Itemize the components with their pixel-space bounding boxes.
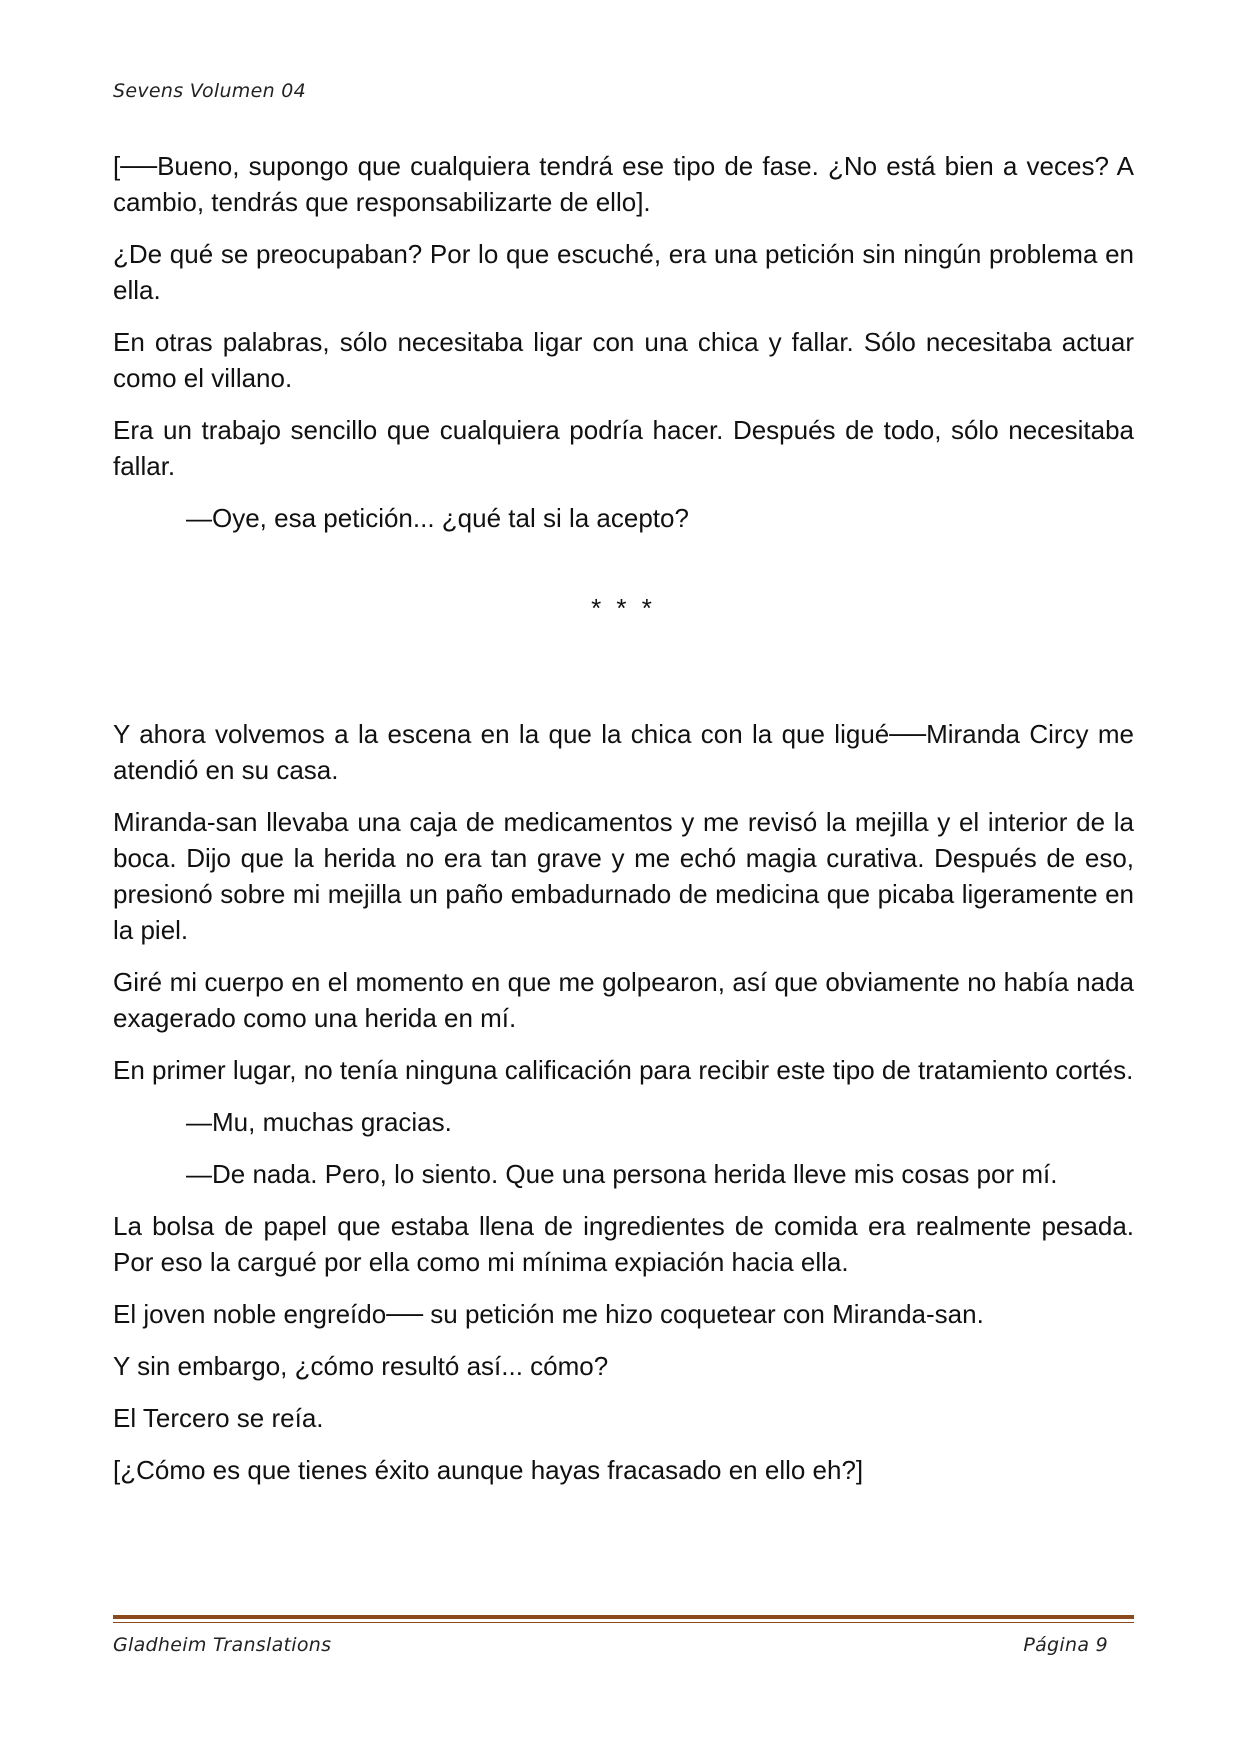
paragraph: El joven noble engreído── su petición me hizo coquetear con Miranda-san. xyxy=(113,1299,984,1329)
paragraph: Y sin embargo, ¿cómo resultó así... cómo? xyxy=(113,1351,609,1381)
footer-divider-thick xyxy=(113,1615,1134,1619)
dialogue-line: —Oye, esa petición... ¿qué tal si la acepto? xyxy=(186,503,689,533)
dialogue-line: —Mu, muchas gracias. xyxy=(186,1107,452,1137)
scene-separator: * * * xyxy=(591,593,656,623)
dialogue-line: —De nada. Pero, lo siento. Que una persona herida lleve mis cosas por mí. xyxy=(186,1159,1058,1189)
paragraph: Era un trabajo sencillo que cualquiera podría hacer. Después de todo, sólo necesitaba fallar. xyxy=(113,415,1134,481)
paragraph: Giré mi cuerpo en el momento en que me golpearon, así que obviamente no había nada exagerado como una herida en mí. xyxy=(113,967,1134,1033)
paragraph: [¿Cómo es que tienes éxito aunque hayas fracasado en ello eh?] xyxy=(113,1455,864,1485)
paragraph: [──Bueno, supongo que cualquiera tendrá ese tipo de fase. ¿No está bien a veces? A cambio, tendrás que responsabilizarte de ello]. xyxy=(113,151,1134,217)
footer-divider-thin xyxy=(113,1622,1134,1623)
page-header-title: Sevens Volumen 04 xyxy=(113,80,307,102)
footer-translator-credit: Gladheim Translations xyxy=(113,1634,332,1656)
paragraph: Y ahora volvemos a la escena en la que la chica con la que ligué──Miranda Circy me atendió en su casa. xyxy=(113,719,1134,785)
paragraph: En otras palabras, sólo necesitaba ligar con una chica y fallar. Sólo necesitaba actuar como el villano. xyxy=(113,327,1134,393)
paragraph: El Tercero se reía. xyxy=(113,1403,324,1433)
paragraph: ¿De qué se preocupaban? Por lo que escuché, era una petición sin ningún problema en ella. xyxy=(113,239,1134,305)
document-body xyxy=(113,148,1134,1504)
footer-page-number: Página 9 xyxy=(1023,1634,1108,1656)
paragraph: Miranda-san llevaba una caja de medicamentos y me revisó la mejilla y el interior de la boca. Dijo que la herida no era tan grave y me echó magia curativa. Después de eso, presionó sobre mi mejilla un paño embadurnado de medicina que picaba ligeramente en la piel. xyxy=(113,807,1134,945)
paragraph: En primer lugar, no tenía ninguna calificación para recibir este tipo de tratamiento cortés. xyxy=(113,1055,1134,1085)
paragraph: La bolsa de papel que estaba llena de ingredientes de comida era realmente pesada. Por eso la cargué por ella como mi mínima expiación hacia ella. xyxy=(113,1211,1134,1277)
